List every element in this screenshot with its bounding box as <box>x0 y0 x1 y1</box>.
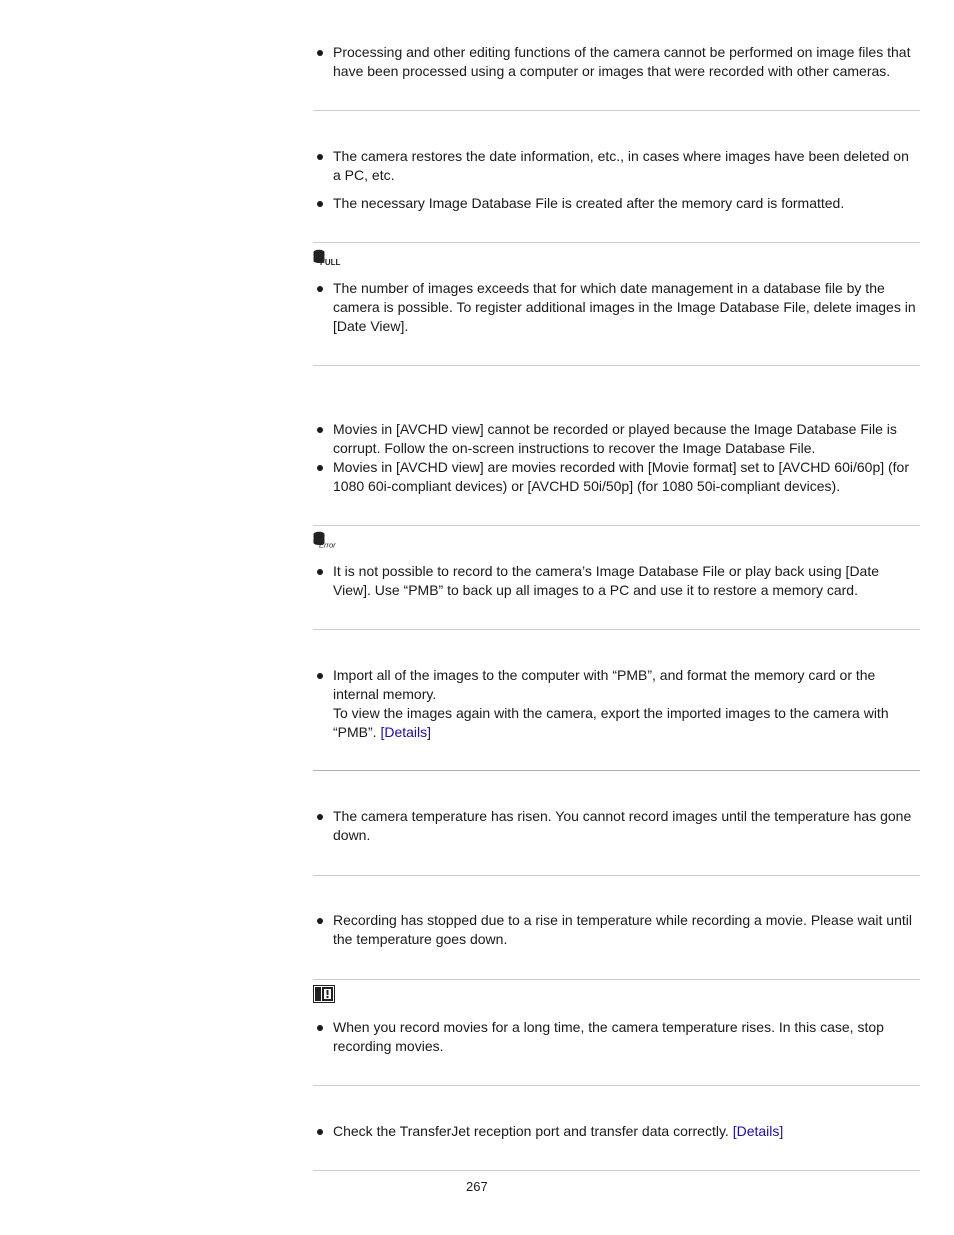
details-link[interactable]: [Details] <box>380 724 432 740</box>
content-column <box>313 0 920 1235</box>
instruction-text: To view the images again with the camera, export the imported images to the camera with “PMB”. <box>333 705 889 740</box>
section-temperature-risen <box>313 807 920 845</box>
svg-text:Error: Error <box>319 540 336 549</box>
list-item: The camera restores the date information, etc., in cases where images have been deleted on a PC, etc. <box>313 147 920 185</box>
divider <box>313 979 920 980</box>
section-database-full <box>313 279 920 336</box>
list-item: Movies in [AVCHD view] cannot be recorded or played because the Image Database File is corrupt. Follow the on-screen instructions to recover the Image Database File. <box>313 420 920 458</box>
section-recording-stopped <box>313 911 920 949</box>
divider <box>313 1170 920 1171</box>
database-error-icon <box>313 531 343 549</box>
divider <box>313 365 920 366</box>
divider <box>313 629 920 630</box>
divider <box>313 242 920 243</box>
list-item: The number of images exceeds that for which date management in a database file by the camera is possible. To register additional images in the Image Database File, delete images in [Date View]. <box>313 279 920 336</box>
section-database-error <box>313 562 920 600</box>
list-item: Movies in [AVCHD view] are movies recorded with [Movie format] set to [AVCHD 60i/60p] (for 1080 60i-compliant devices) or [AVCHD 50i/50p] (for 1080 50i-compliant devices). <box>313 458 920 496</box>
list-item: It is not possible to record to the camera’s Image Database File or play back using [Date View]. Use “PMB” to back up all images to a PC and use it to restore a memory card. <box>313 562 920 600</box>
list-item: When you record movies for a long time, the camera temperature rises. In this case, stop recording movies. <box>313 1018 920 1056</box>
overheat-warning-icon <box>313 985 335 1003</box>
divider <box>313 770 920 771</box>
divider <box>313 1085 920 1086</box>
svg-text:FULL: FULL <box>320 258 341 267</box>
section-overheat <box>313 1018 920 1056</box>
divider <box>313 110 920 111</box>
list-item: The camera temperature has risen. You cannot record images until the temperature has gone down. <box>313 807 920 845</box>
list-item: Processing and other editing functions of the camera cannot be performed on image files that have been processed using a computer or images that were recorded with other cameras. <box>313 43 920 81</box>
divider <box>313 525 920 526</box>
section-import-pmb <box>313 666 920 742</box>
divider <box>313 875 920 876</box>
instruction-text: Import all of the images to the computer with “PMB”, and format the memory card or the internal memory. <box>333 667 876 702</box>
list-item <box>313 1122 920 1141</box>
details-link[interactable]: [Details] <box>732 1123 784 1139</box>
section-editing-note <box>313 43 920 81</box>
list-item: Recording has stopped due to a rise in temperature while recording a movie. Please wait until the temperature goes down. <box>313 911 920 949</box>
section-avchd-view <box>313 420 920 496</box>
database-full-icon <box>313 249 343 267</box>
section-database-restore <box>313 147 920 213</box>
list-item: The necessary Image Database File is created after the memory card is formatted. <box>313 194 920 213</box>
instruction-text: Check the TransferJet reception port and transfer data correctly. <box>333 1123 729 1139</box>
section-transferjet <box>313 1122 920 1141</box>
list-item <box>313 666 920 742</box>
page-number: 267 <box>466 1179 488 1194</box>
